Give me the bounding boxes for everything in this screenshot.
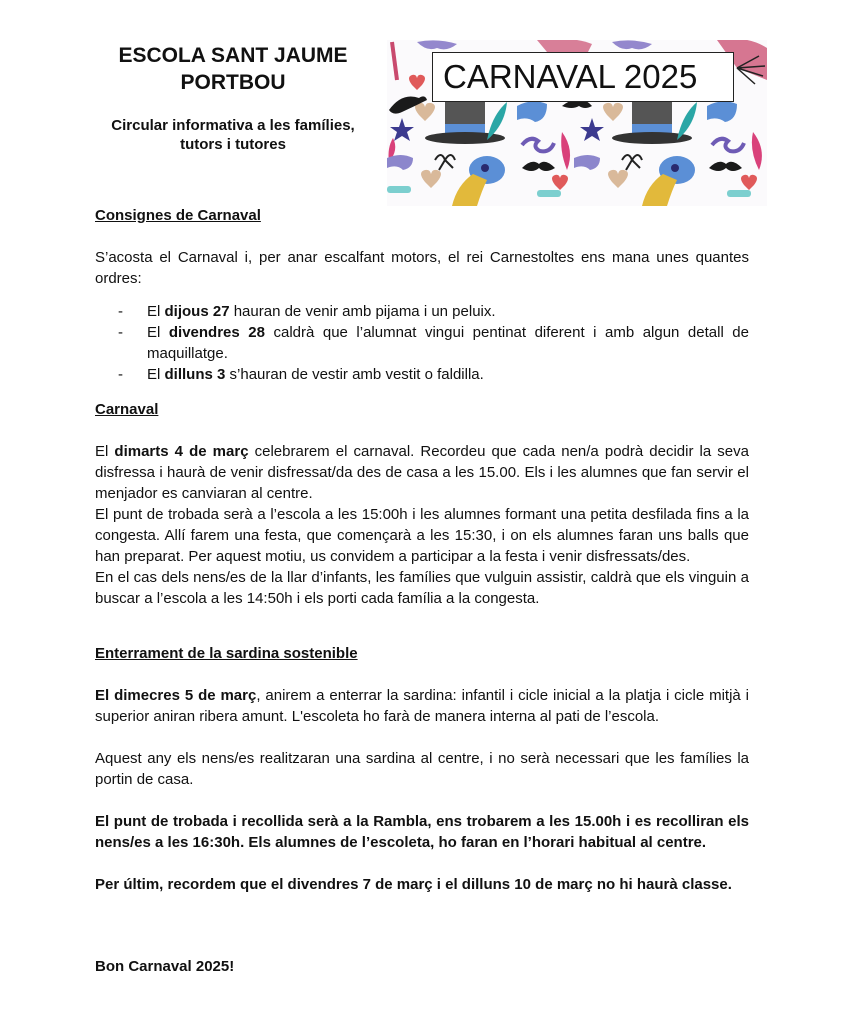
p1-text: celebrarem el carnaval. Recordeu que cada nen/a podrà decidir la seva disfressa i haurà de venir disfressat/da des de casa a les 15.00. Els i les alumnes que fan servir el menjador es canviaran al centre. bbox=[95, 443, 749, 502]
heart-icon bbox=[603, 103, 623, 121]
item-date: dijous 27 bbox=[164, 303, 230, 320]
p1-prefix: El bbox=[95, 443, 115, 460]
sardina-date: El dimecres 5 de març bbox=[95, 687, 257, 704]
sardina-paragraph-2: Aquest any els nens/es realitzaran una sardina al centre, i no serà necessari que les famílies la portin de casa. bbox=[95, 750, 749, 788]
sardina-meeting-point: El punt de trobada i recollida serà a la Rambla, ens trobarem a les 15.00h i es recolliran els nens/es a les 16:30h. Els alumnes de l’escoleta, ho faran en l’horari habitual al centre. bbox=[95, 813, 749, 851]
streamer-icon bbox=[712, 139, 744, 152]
subtitle-line1: Circular informativa a les famílies, bbox=[111, 117, 355, 134]
streamer-icon bbox=[522, 139, 554, 152]
item-prefix: El bbox=[147, 324, 169, 341]
section-sardina bbox=[95, 643, 749, 895]
mask-icon bbox=[574, 155, 600, 170]
mask-icon bbox=[612, 40, 652, 49]
heart-icon bbox=[409, 75, 425, 90]
candy-icon bbox=[537, 190, 561, 197]
p1-text: , anirem a enterrar la sardina: infantil i cicle inicial a la platja i cicle mitjà i superior aniran ribera amunt. L'escoleta ho farà de manera interna al pati de l’escola. bbox=[95, 687, 749, 725]
bird-mask-icon bbox=[452, 156, 505, 206]
candy-icon bbox=[387, 186, 411, 193]
bullet-dash: - bbox=[118, 366, 123, 383]
circular-subtitle bbox=[88, 116, 378, 154]
bullet-dash: - bbox=[118, 324, 123, 341]
heart-icon bbox=[552, 175, 568, 190]
carnaval-paragraph-3: En el cas dels nens/es de la llar d’infants, les famílies que vulguin assistir, caldrà que els vinguin a buscar a l’escola a les 14:50h i els porti cada família a la congesta. bbox=[95, 569, 749, 607]
school-name-line2: PORTBOU bbox=[180, 71, 286, 94]
subtitle-line2: tutors i tutores bbox=[180, 136, 286, 153]
bullet-dash: - bbox=[118, 303, 123, 320]
mask-icon bbox=[387, 155, 413, 170]
section-heading: Consignes de Carnaval bbox=[95, 207, 261, 224]
top-hat-icon bbox=[612, 102, 692, 144]
section-heading: Carnaval bbox=[95, 401, 159, 418]
mask-icon bbox=[417, 40, 457, 49]
bow-icon bbox=[435, 155, 455, 170]
item-text: s’hauran de vestir amb vestit o faldilla. bbox=[225, 366, 484, 383]
heart-icon bbox=[421, 170, 441, 188]
feather-icon bbox=[752, 132, 762, 170]
mustache-icon bbox=[709, 162, 742, 171]
mask-icon bbox=[707, 101, 737, 122]
banner-title: CARNAVAL 2025 bbox=[432, 52, 734, 102]
list-item bbox=[95, 301, 749, 322]
fan-handle-icon bbox=[392, 42, 397, 80]
item-prefix: El bbox=[147, 303, 165, 320]
carnaval-paragraph-2: El punt de trobada serà a l’escola a les 15:00h i les alumnes formant una petita desfilada fins a la congesta. Allí farem una festa, que començarà a les 15:30, i on els alumnes faran uns balls que han preparat. Per aquest motiu, us convidem a participar a la festa i venir disfressats/des. bbox=[95, 506, 749, 565]
feather-icon bbox=[487, 102, 507, 140]
school-name bbox=[88, 42, 378, 96]
bird-mask-icon bbox=[642, 156, 695, 206]
item-text: hauran de venir amb pijama i un peluix. bbox=[229, 303, 496, 320]
carnival-banner-image bbox=[387, 40, 767, 206]
sardina-paragraph-1 bbox=[95, 685, 749, 727]
feather-icon bbox=[561, 132, 570, 170]
heart-icon bbox=[415, 103, 435, 121]
star-icon bbox=[390, 118, 414, 141]
item-date: dilluns 3 bbox=[164, 366, 226, 383]
document-header bbox=[88, 42, 378, 154]
candy-icon bbox=[727, 190, 751, 197]
list-item bbox=[95, 322, 749, 364]
item-text: caldrà que l’alumnat vingui pentinat diferent i amb algun detall de maquillatge. bbox=[147, 324, 749, 362]
consignes-list bbox=[95, 301, 749, 385]
mustache-icon bbox=[522, 162, 555, 171]
school-name-line1: ESCOLA SANT JAUME bbox=[118, 44, 348, 67]
carnaval-date: dimarts 4 de març bbox=[114, 443, 249, 460]
closing-greeting: Bon Carnaval 2025! bbox=[95, 958, 235, 975]
carnaval-paragraph-1 bbox=[95, 441, 749, 504]
bow-icon bbox=[622, 155, 642, 170]
mask-icon bbox=[517, 101, 547, 122]
heart-icon bbox=[741, 175, 757, 190]
item-date: divendres 28 bbox=[168, 324, 265, 341]
heart-icon bbox=[608, 170, 628, 188]
no-class-notice: Per últim, recordem que el divendres 7 de març i el dilluns 10 de març no hi haurà classe. bbox=[95, 876, 732, 893]
star-icon bbox=[580, 118, 604, 141]
list-item bbox=[95, 364, 749, 385]
section-heading: Enterrament de la sardina sostenible bbox=[95, 645, 358, 662]
consignes-intro: S’acosta el Carnaval i, per anar escalfant motors, el rei Carnestoltes ens mana unes quantes ordres: bbox=[95, 249, 749, 287]
section-carnaval bbox=[95, 399, 749, 609]
item-prefix: El bbox=[147, 366, 165, 383]
feather-icon bbox=[677, 102, 697, 140]
section-consignes bbox=[95, 205, 749, 385]
